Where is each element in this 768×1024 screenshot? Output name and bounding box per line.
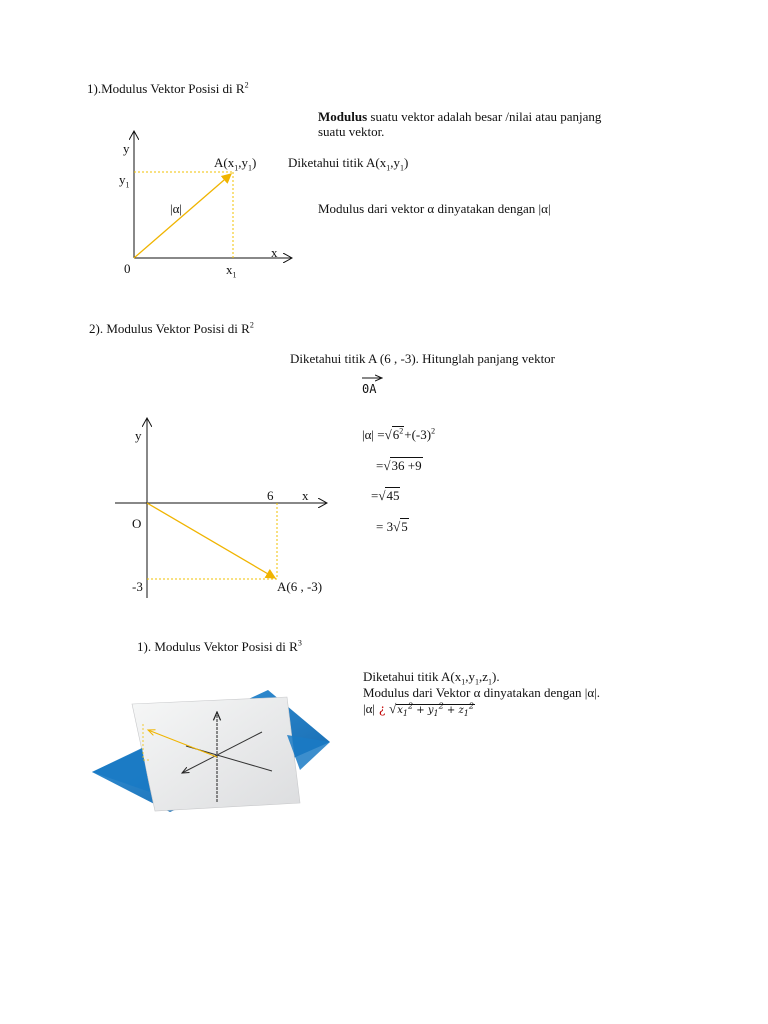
x-axis-label: x (302, 488, 309, 503)
section1-definition-line2: suatu vektor. (318, 124, 385, 139)
vector-name: 0A (362, 382, 377, 396)
x-tick-6: 6 (267, 488, 274, 503)
point-a-label: A(6 , -3) (277, 579, 323, 594)
calc-step-2: =√36 +9 (376, 458, 422, 473)
section1-definition: Modulus suatu vektor adalah besar /nilai atau panjang (318, 109, 602, 124)
section3-heading: 1). Modulus Vektor Posisi di $R^3$ (137, 638, 302, 654)
x1-label: $x_1$ (226, 262, 237, 280)
y-axis-label: y (123, 141, 130, 156)
section2-problem: Diketahui titik A (6 , -3). Hitunglah panjang vektor (290, 351, 556, 366)
vector-magnitude-label: |α| (170, 201, 183, 216)
point-a-label: $A(x_1,y_1)$ (214, 155, 257, 173)
origin-label: O (132, 516, 142, 531)
y-axis-label: y (135, 428, 142, 443)
section1-given: Diketahui titik $A(x_1,y_1)$ (288, 155, 409, 173)
calc-step-3: =√45 (371, 488, 400, 503)
y1-label: $y_1$ (119, 172, 130, 190)
gray-plane (132, 697, 300, 811)
section3-given: Diketahui titik $A(x_1,y_1,z_1)$. (363, 669, 500, 687)
definition-term: Modulus (318, 109, 368, 124)
section1-heading: 1).Modulus Vektor Posisi di $R^2$ (87, 80, 249, 96)
calc-step-4: = 3√5 (376, 519, 408, 534)
section2-heading: 2). Modulus Vektor Posisi di $R^2$ (89, 320, 254, 336)
section3-modulus-statement: Modulus dari Vektor α dinyatakan dengan |α|. (363, 685, 601, 700)
y-tick-neg3: -3 (132, 579, 143, 594)
calc-step-1: $|\alpha| =√6^2+(-3)^2$ (362, 426, 436, 442)
origin-label: 0 (124, 261, 131, 276)
x-axis-label: x (271, 245, 278, 260)
section1-modulus-statement: Modulus dari vektor α dinyatakan dengan |α| (318, 201, 551, 216)
section3-formula: |α| ¿ $√x_1^2 + y_1^2 + z_1^2$ (363, 701, 474, 718)
formula-glyph: ¿ (378, 702, 386, 716)
